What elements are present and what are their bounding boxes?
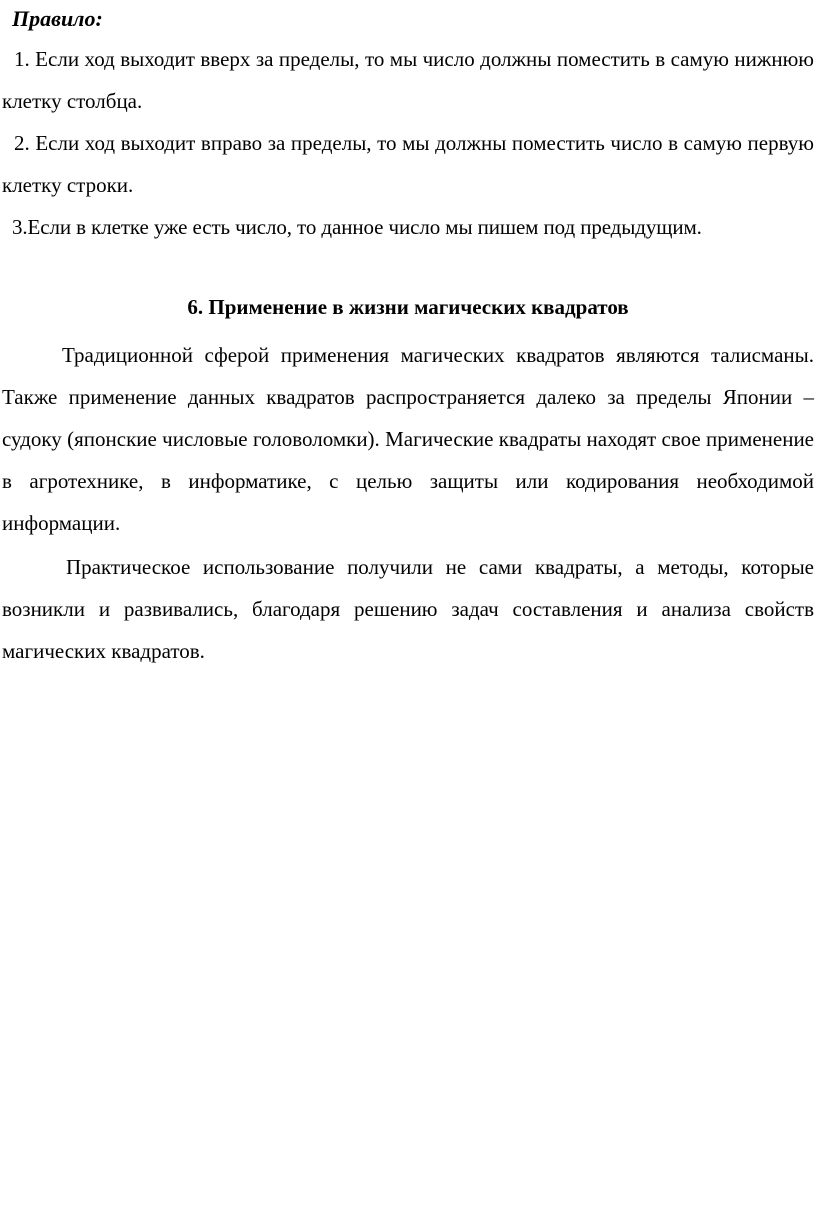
rule-item-3: 3.Если в клетке уже есть число, то данное число мы пишем под предыдущим. [12, 215, 702, 239]
section-heading: 6. Применение в жизни магических квадратов [187, 295, 629, 319]
section-paragraph-1: Традиционной сферой применения магических квадратов являются талисманы. Также применение данных квадратов распространяется далеко за пределы Японии – судоку (японские числовые головоломки). Магические квадраты находят свое применение в агротехнике, в информатике, с целью защиты или кодирования необходимой информации. [2, 343, 814, 535]
rule-title: Правило: [12, 6, 103, 31]
section-paragraph-2: Практическое использование получили не сами квадраты, а методы, которые возникли и развивались, благодаря решению задач составления и анализа свойств магических квадратов. [2, 555, 814, 663]
rule-item-1: 1. Если ход выходит вверх за пределы, то мы число должны поместить в самую нижнюю клетку столбца. [2, 47, 814, 113]
rule-item-2: 2. Если ход выходит вправо за пределы, то мы должны поместить число в самую первую клетку строки. [2, 131, 814, 197]
